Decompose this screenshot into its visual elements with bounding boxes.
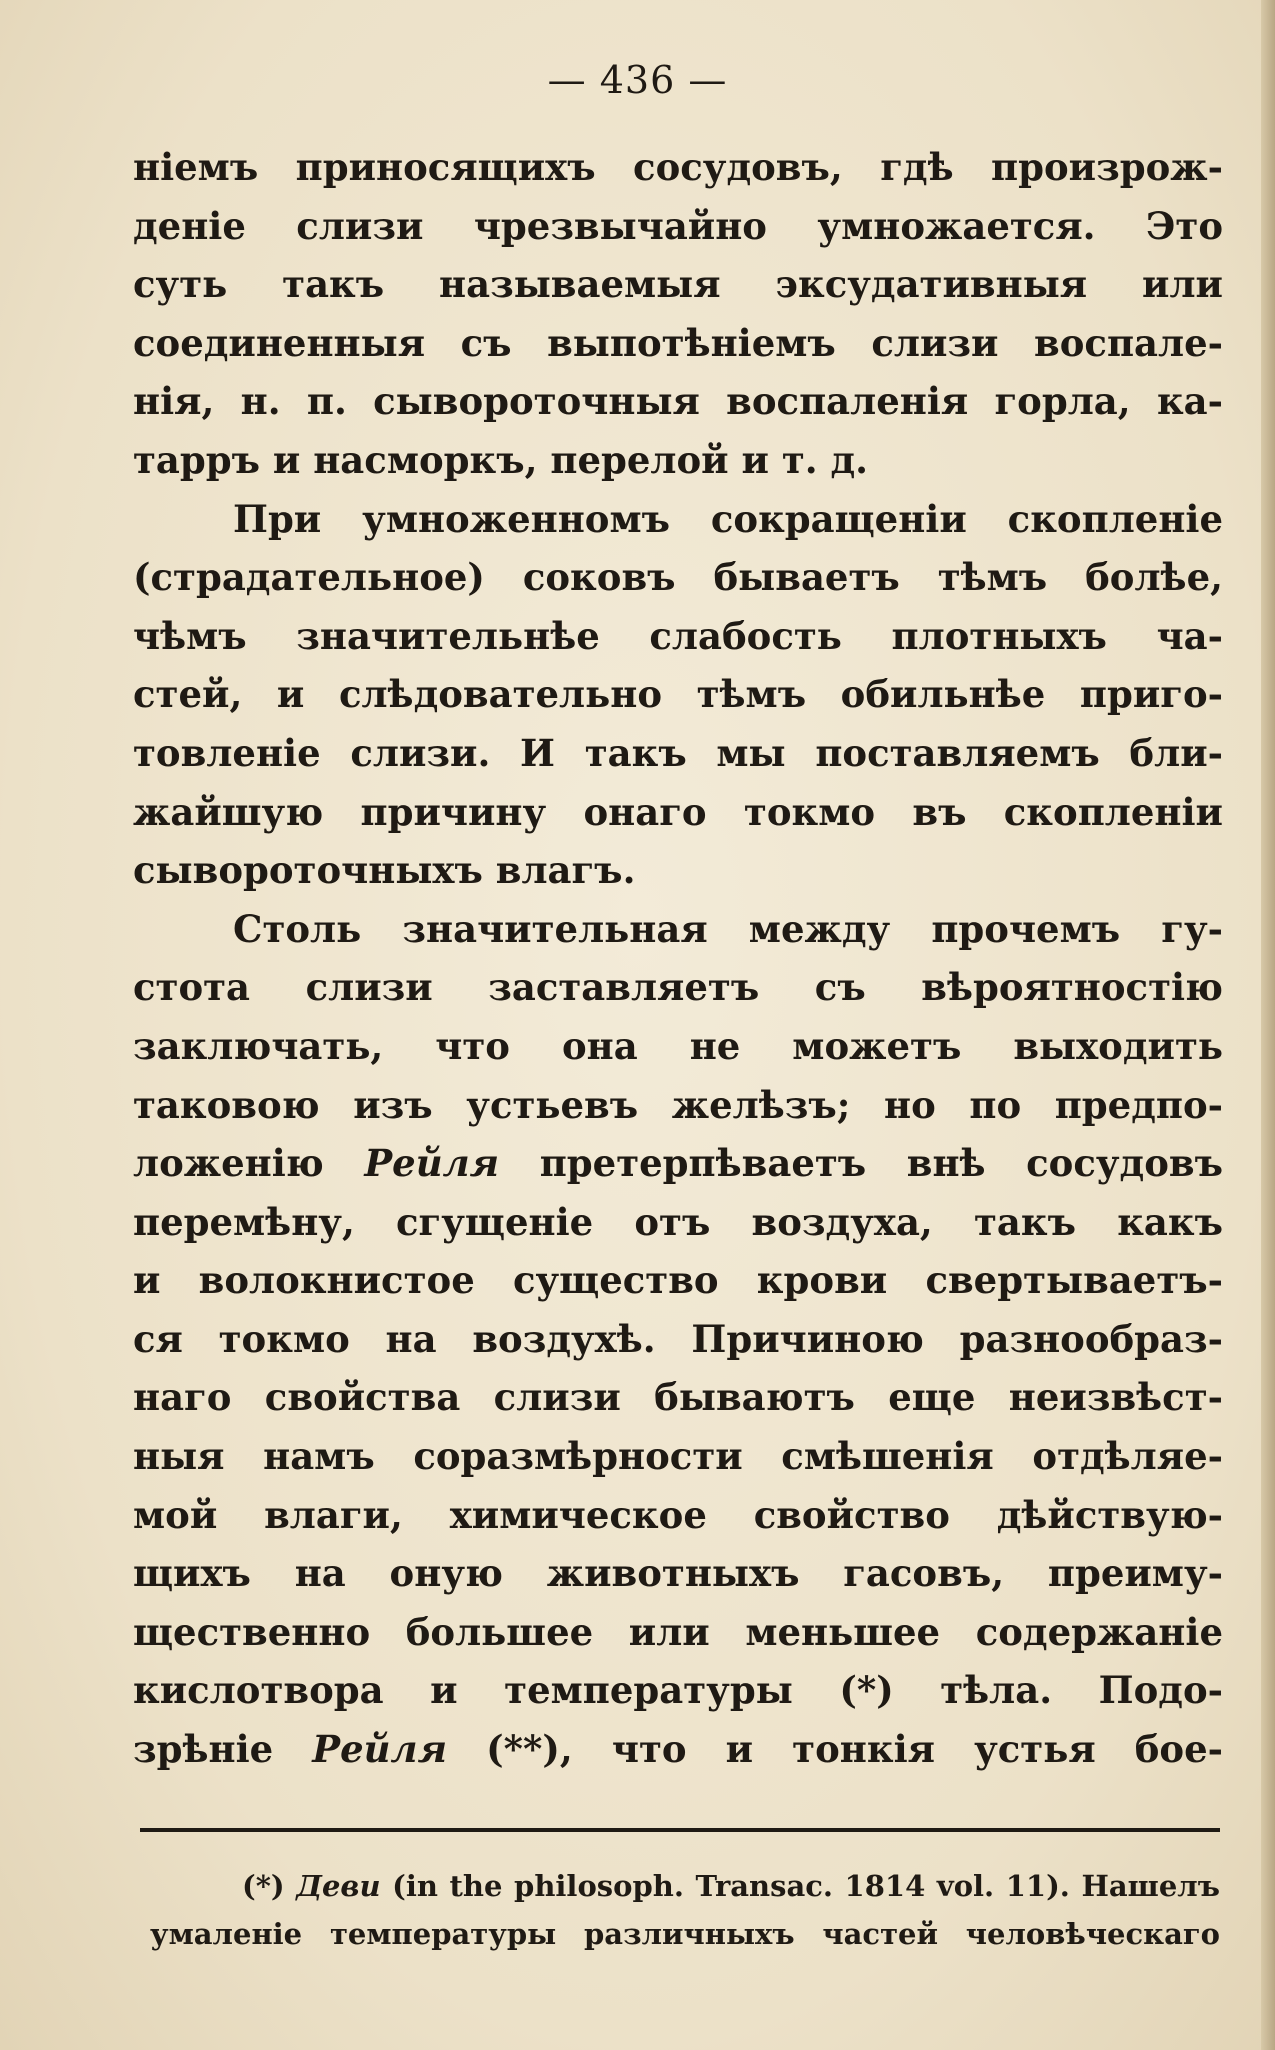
text-line: и волокнистое существо крови свертываетъ- — [133, 1258, 1223, 1303]
author-name: Деви — [296, 1869, 381, 1903]
text-line: ныя намъ соразмѣрности смѣшенія отдѣляе- — [133, 1434, 1223, 1479]
text-line: тарръ и насморкъ, перелой и т. д. — [133, 437, 869, 482]
footnotes — [150, 1862, 1220, 1958]
text-line: ложенію Рейля претерпѣваетъ внѣ сосудовъ — [133, 1141, 1223, 1186]
page-spine-shadow — [1261, 0, 1275, 2050]
text-line: стота слизи заставляетъ съ вѣроятностію — [133, 965, 1223, 1010]
text-line: сывороточныхъ влагъ. — [133, 848, 636, 893]
text-line: кислотвора и температуры (*) тѣла. Подо- — [133, 1668, 1223, 1713]
author-name: Рейля — [312, 1727, 448, 1772]
main-text — [133, 138, 1223, 1779]
text-line: суть такъ называемыя эксудативныя или — [133, 262, 1223, 307]
text-line: деніе слизи чрезвычайно умножается. Это — [133, 203, 1223, 248]
footnote-divider — [140, 1828, 1220, 1832]
text-line: ся токмо на воздухѣ. Причиною разнообраз- — [133, 1316, 1223, 1361]
paragraph-start-line: Столь значительная между прочемъ гу- — [233, 906, 1223, 951]
text-line: чѣмъ значительнѣе слабость плотныхъ ча- — [133, 613, 1223, 658]
text-line: жайшую причину онаго токмо въ скопленіи — [133, 789, 1223, 834]
footnote-line: (*) Деви (in the philosoph. Transac. 1814 vol. 11). Нашелъ — [242, 1869, 1220, 1903]
text-line: перемѣну, сгущеніе отъ воздуха, такъ какъ — [133, 1199, 1223, 1244]
text-line: зрѣніе Рейля (**), что и тонкія устья бое- — [133, 1727, 1223, 1772]
text-line: заключать, что она не можетъ выходить — [133, 1023, 1223, 1068]
text-line: (страдательное) соковъ бываетъ тѣмъ болѣе, — [133, 555, 1223, 600]
text-line: соединенныя съ выпотѣніемъ слизи воспале- — [133, 320, 1223, 365]
text-line: щихъ на оную животныхъ гасовъ, преиму- — [133, 1551, 1223, 1596]
footnote-line: умаленіе температуры различныхъ частей человѣческаго — [150, 1917, 1220, 1951]
text-line: таковою изъ устьевъ желѣзъ; но по предпо- — [133, 1082, 1223, 1127]
text-line: нія, н. п. сывороточныя воспаленія горла, ка- — [133, 379, 1223, 424]
author-name: Рейля — [364, 1141, 500, 1186]
text-line: мой влаги, химическое свойство дѣйствую- — [133, 1492, 1223, 1537]
text-line: наго свойства слизи бываютъ еще неизвѣст- — [133, 1375, 1223, 1420]
text-line: щественно большее или меньшее содержаніе — [133, 1609, 1223, 1654]
text-line: стей, и слѣдовательно тѣмъ обильнѣе приго- — [133, 672, 1223, 717]
paragraph-start-line: При умноженномъ сокращеніи скопленіе — [233, 496, 1223, 541]
text-line: ніемъ приносящихъ сосудовъ, гдѣ произрож- — [133, 145, 1223, 189]
text-line: товленіе слизи. И такъ мы поставляемъ бли- — [133, 730, 1223, 775]
page-number: — 436 — — [547, 58, 728, 102]
